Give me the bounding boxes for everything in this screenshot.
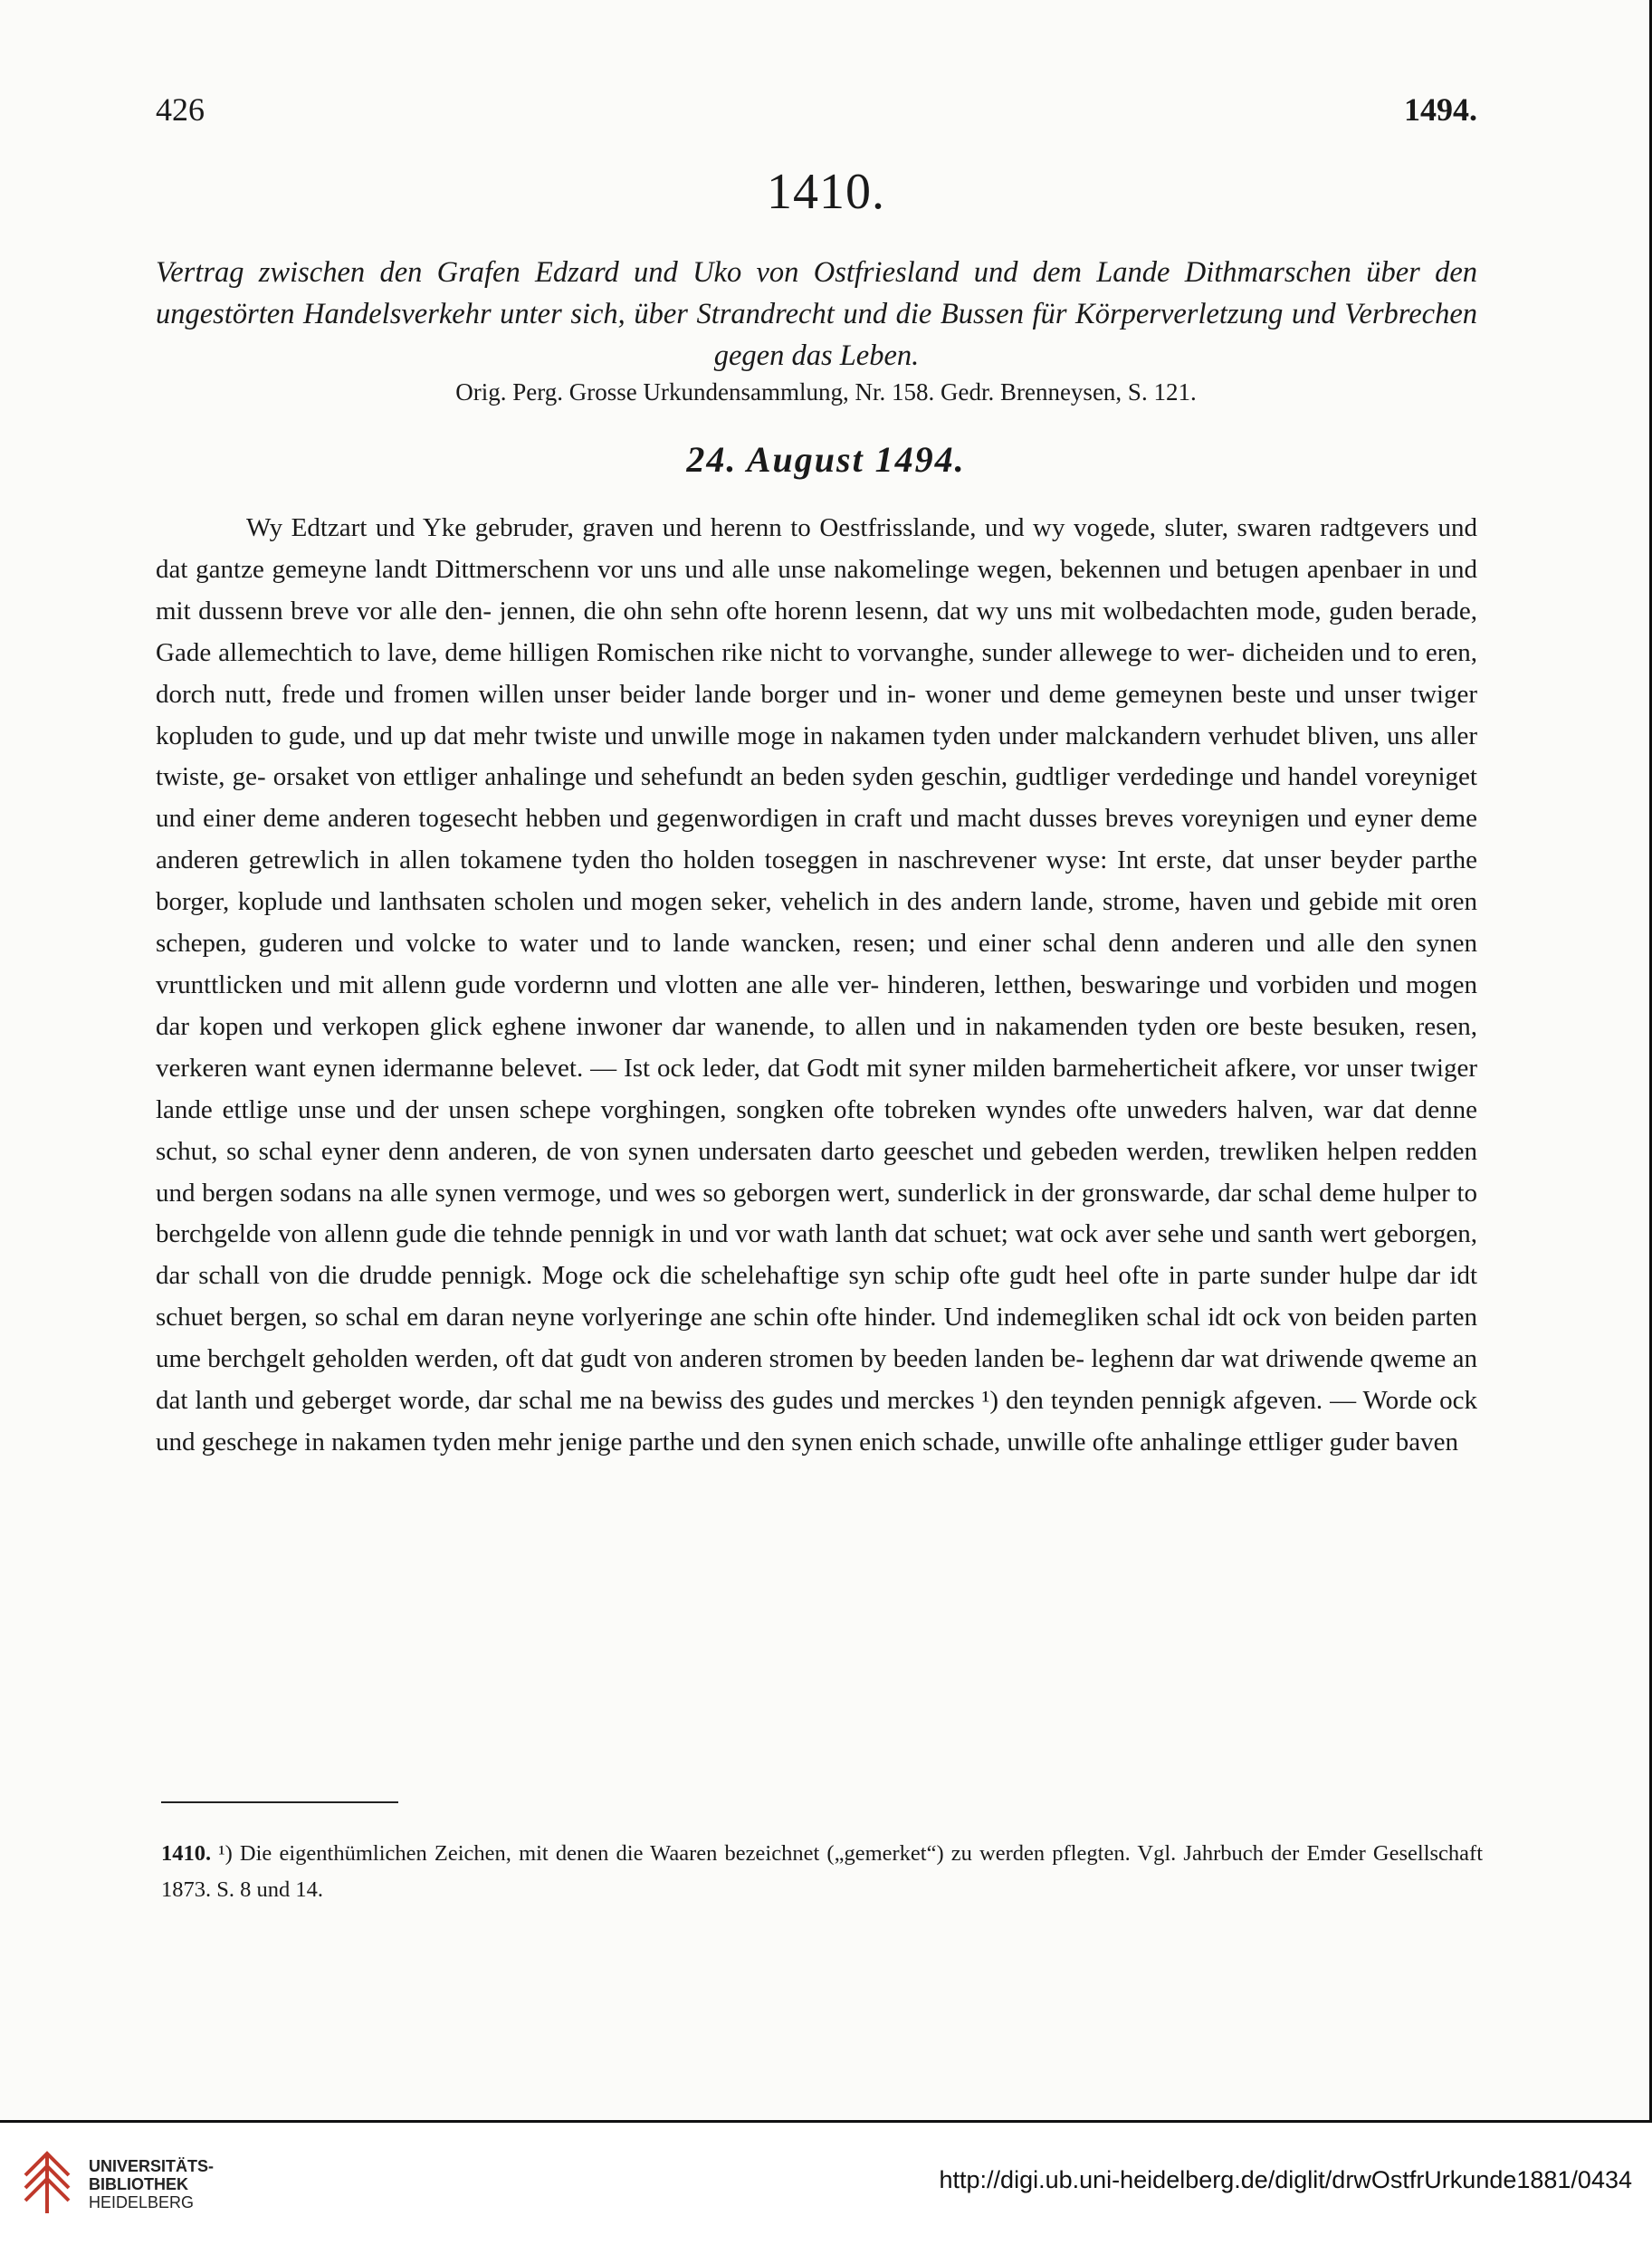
source-note: Orig. Perg. Grosse Urkundensammlung, Nr. 158. Gedr. Brenneysen, S. 121. [455,378,1197,406]
header-year: 1494. [1404,91,1477,128]
document-number: 1410. [767,164,885,220]
page-number: 426 [156,91,205,128]
footnote-label: 1410. [161,1841,212,1866]
library-name-line: HEIDELBERG [89,2193,195,2211]
library-name-line: UNIVERSITÄTS- [89,2157,215,2175]
body-paragraph: Wy Edtzart und Yke gebruder, graven und herenn to Oestfrisslande, und wy vogede, sluter, swaren radtgevers und dat gantze gemeyne landt Dittmerschenn vor uns und alle unse nakomelinge wegen, bekennen und betugen apenbaer in und mit dussenn breve vor alle den- jennen, die ohn sehn ofte horenn lesenn, dat wy uns mit wolbedachten mode, guden berade, Gade allemechtich to lave, deme hilligen Romischen rike nicht to vorvanghe, sunder allewege to wer- dicheiden und to eren, dorch nutt, frede und fromen willen unser beider lande borger und in- woner und deme gemeynen beste und unser twiger kopluden to gude, und up dat mehr twiste und unwille moge in nakamen tyden under malckandern verhudet bliven, uns aller twiste, ge- orsaket von ettliger anhalinge und sehefundt an beden syden geschin, gudtliger verdedinge und handel voreyniget und einer deme anderen togesecht hebben und gegenwordigen in craft und macht dusses breves voreynigen und eyner deme anderen getrewlich in allen tokamene tyden tho holden toseggen in naschrevener wyse: Int erste, dat unser beyder parthe borger, koplude und lanthsaten scholen und mogen seker, vehelich in des andern lande, strome, haven und gebide mit oren schepen, guderen und volcke to water und to lande wancken, resen; und einer schal denn anderen und alle den synen vrunttlicken und mit allenn gude vordernn und vlotten ane alle ver- hinderen, letthen, beswaringe und vorbiden und mogen dar kopen und verkopen glick eghene inwoner dar wanende, to allen und in nakamenden tyden ore beste besuken, resen, verkeren want eynen idermanne belevet. — Ist ock leder, dat Godt mit syner milden barmeherticheit afkere, vor unser twiger lande ettlige unse und der unsen schepe vorghingen, songken ofte tobreken wyndes ofte unweders halven, war dat denne schut, so schal eyner denn anderen, de von synen undersaten darto geeschet und gebeden werden, trewliken helpen redden und bergen sodans na alle synen vermoge, und wes so geborgen wert, sunderlick in der gronswarde, dar schal deme hulper to berchgelde von allenn gude die tehnde pennigk in und vor wath lanth dat schuet; wat ock aver sehe und santh wert geborgen, dar schall von die drudde pennigk. Moge ock die schelehaftige syn schip ofte gudt heel ofte in parte sunder hulpe dar idt schuet bergen, so schal em daran neyne vorlyeringe ane schin ofte hinder. Und indemegliken schal idt ock von beiden parten ume berchgelt geholden werden, oft dat gudt von anderen stromen by beeden landen be- leghenn dar wat driwende qweme an dat lanth und geberget worde, dar schal me na bewiss des gudes und merckes ¹) den teynden pennigk afgeven. — Worde ock und geschege in nakamen tyden mehr jenige parthe und den synen enich schade, unwille ofte anhalinge ettliger guder baven [156,513,1477,1457]
document-date: 24. August 1494. [686,439,966,480]
library-name[interactable] [89,2157,214,2211]
footnote-text: ¹) Die eigenthümlichen Zeichen, mit denen die Waaren bezeichnet („gemerket“) zu werden pflegten. Vgl. Jahrbuch der Emder Gesellschaft 1873. S. 8 und 14. [161,1841,1483,1902]
library-name-line: BIBLIOTHEK [89,2175,188,2193]
university-library-logo-icon[interactable] [20,2144,78,2217]
document-title: Vertrag zwischen den Grafen Edzard und Uko von Ostfriesland und dem Lande Dithmarschen über den ungestörten Handelsverkehr unter sich, über Strandrecht und die Bussen für Körperverletzung und Verbrechen gegen das Leben. [156,256,1477,372]
document-body [156,508,1477,1464]
footnote-divider [161,1801,398,1803]
viewer-footer [0,2123,1652,2254]
running-head [156,91,1477,136]
footnote [161,1836,1483,1908]
permalink-url[interactable]: http://digi.ub.uni-heidelberg.de/diglit/drwOstfrUrkunde1881/0434 [939,2166,1632,2193]
